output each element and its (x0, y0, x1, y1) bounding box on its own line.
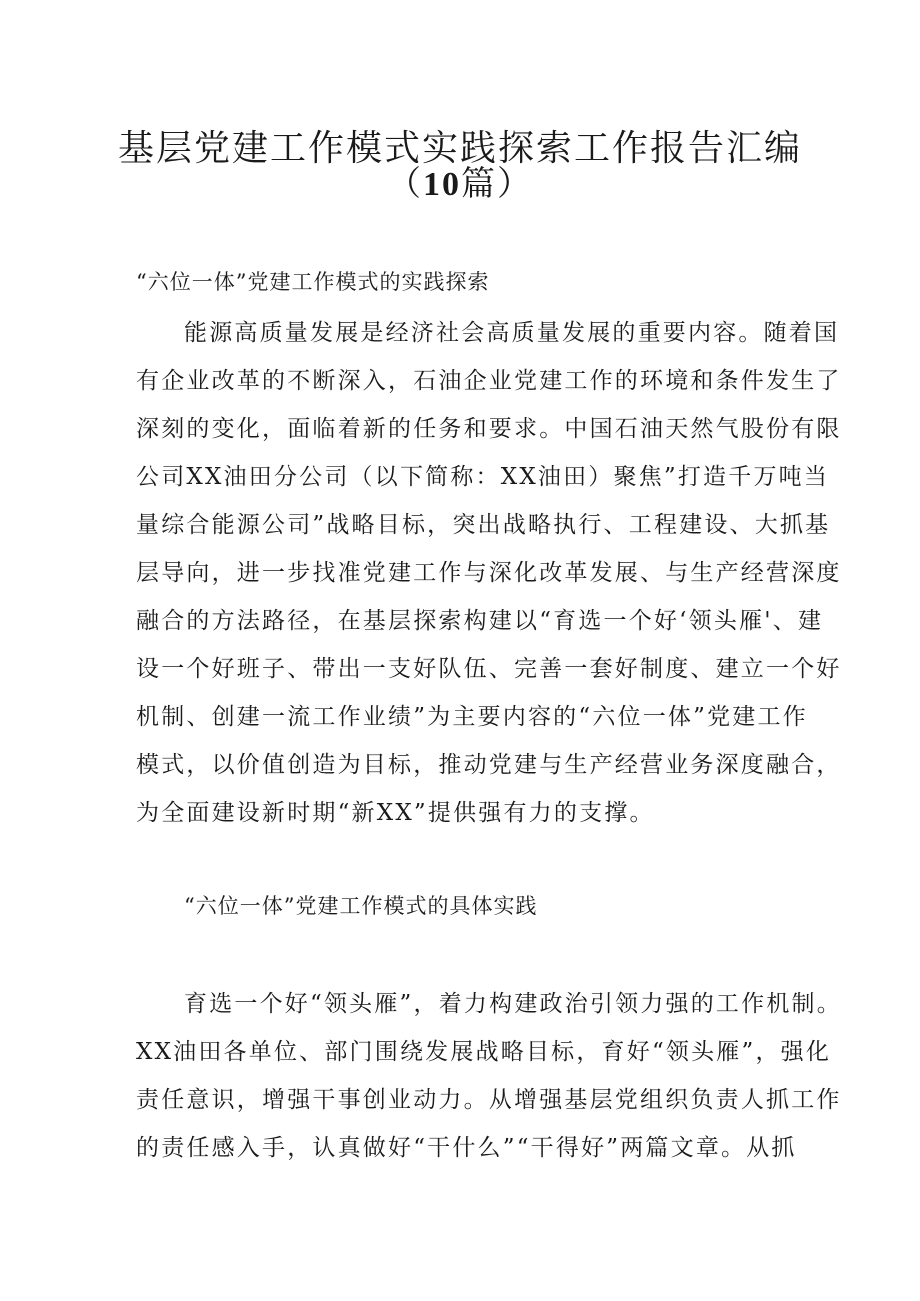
paragraph-line: 融合的方法路径，在基层探索构建以“育选一个好‘领头雁'、建 (136, 608, 824, 634)
paragraph-line: 模式，以价值创造为目标，推动党建与生产经营业务深度融合， (136, 752, 842, 778)
title-count-suffix: 篇） (461, 164, 533, 204)
paragraph-line: 层导向，进一步找准党建工作与深化改革发展、与生产经营深度 (136, 560, 842, 586)
document-title-line-1: 基层党建工作模式实践探索工作报告汇编 (117, 128, 802, 169)
paragraph-line: XX油田各单位、部门围绕发展战略目标，育好“领头雁”，强化 (136, 1039, 832, 1065)
paragraph-line: 能源高质量发展是经济社会高质量发展的重要内容。随着国 (184, 320, 840, 346)
title-count: 10 (423, 166, 461, 203)
paragraph-line: 公司XX油田分公司（以下简称：XX油田）聚焦”打造千万吨当 (136, 464, 830, 490)
paragraph-line: 的责任感入手，认真做好“干什么”“干得好”两篇文章。从抓 (136, 1135, 797, 1161)
paragraph-line: 为全面建设新时期“新XX”提供强有力的支撑。 (136, 800, 655, 826)
paragraph-line: 责任意识，增强干事创业动力。从增强基层党组织负责人抓工作 (136, 1087, 842, 1113)
paragraph-line: 设一个好班子、带出一支好队伍、完善一套好制度、建立一个好 (136, 656, 842, 682)
paragraph-line: 有企业改革的不断深入，石油企业党建工作的环境和条件发生了 (136, 368, 842, 394)
title-open-paren: （ (387, 164, 423, 204)
paragraph-line: 量综合能源公司”战略目标，突出战略执行、工程建设、大抓基 (136, 512, 831, 538)
section-heading-specific-practice: “六位一体”党建工作模式的具体实践 (184, 894, 538, 918)
document-title-line-2 (0, 156, 920, 205)
paragraph-line: 育选一个好“领头雁”，着力构建政治引领力强的工作机制。 (184, 991, 842, 1017)
section-heading-practice-exploration: “六位一体”党建工作模式的实践探索 (136, 270, 490, 294)
paragraph-line: 深刻的变化，面临着新的任务和要求。中国石油天然气股份有限 (136, 416, 842, 442)
paragraph-line: 机制、创建一流工作业绩”为主要内容的“六位一体”党建工作 (136, 704, 808, 730)
